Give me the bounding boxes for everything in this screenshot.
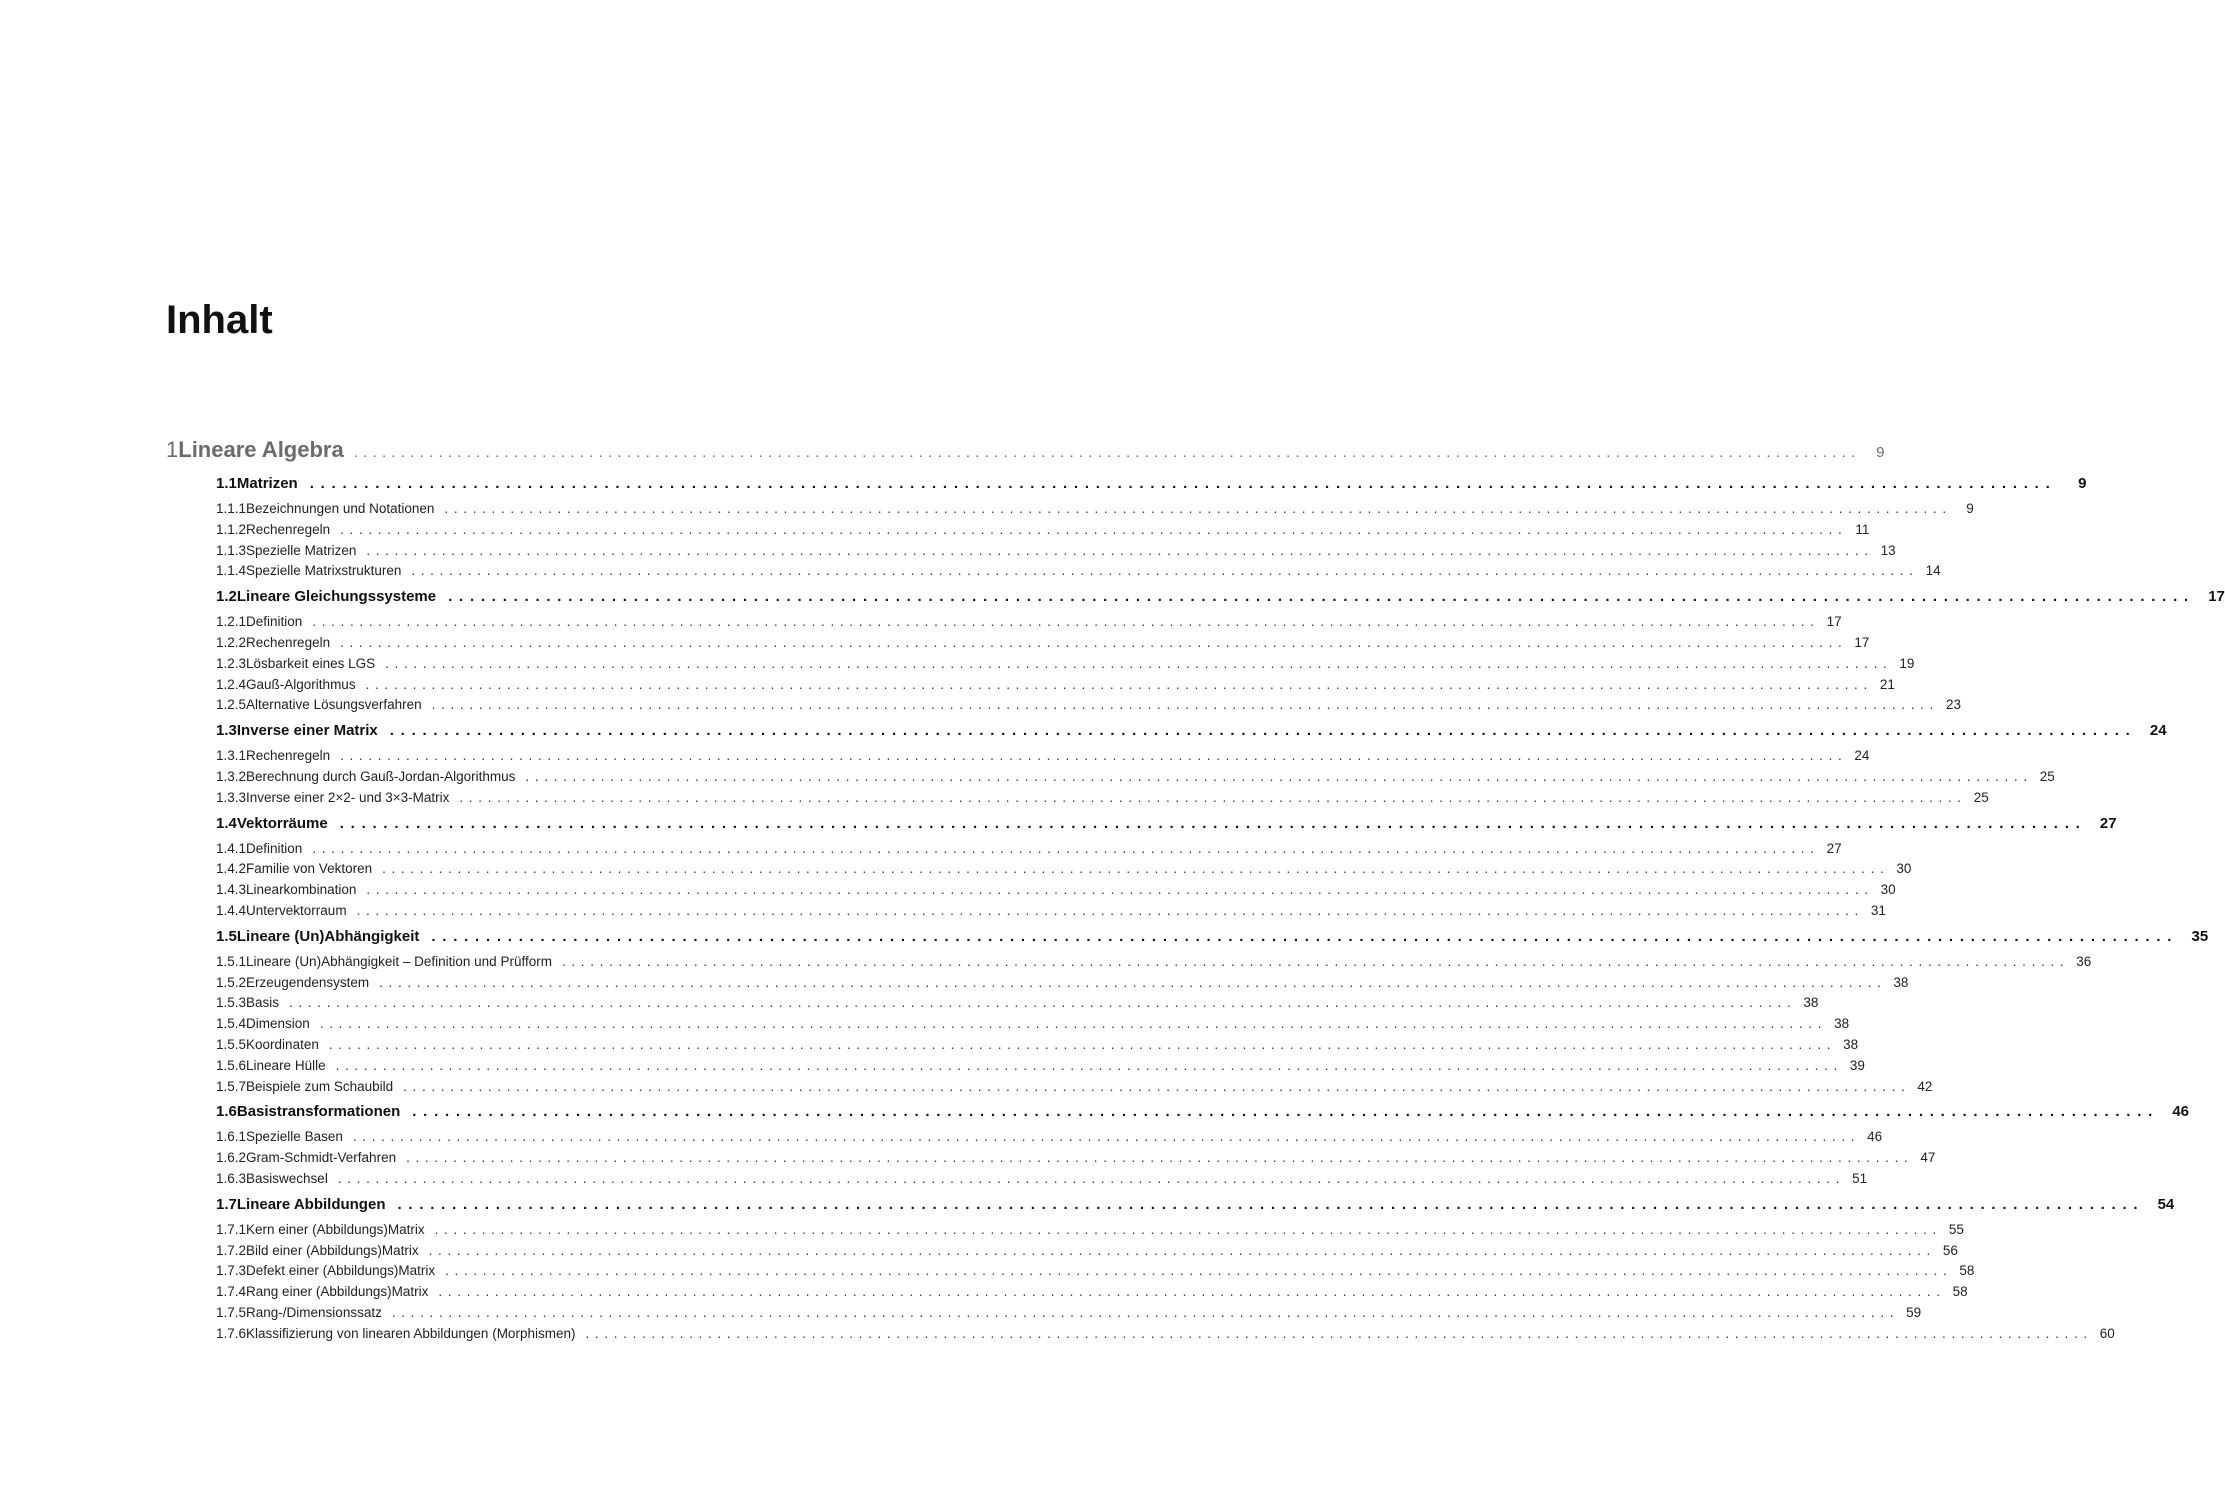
- section-title: Lineare Gleichungssysteme: [236, 588, 437, 606]
- dot-leader: ................................................................................................................................................................: [352, 1129, 1861, 1145]
- subsection-title: Kern einer (Abbildungs)Matrix: [246, 1221, 425, 1237]
- subsection-number: 1.5.6: [216, 1057, 247, 1073]
- dot-leader: ................................................................................................................................................................: [366, 542, 1874, 558]
- subsection-title: Inverse einer 2×2- und 3×3-Matrix: [246, 789, 450, 805]
- dot-leader: ................................................................................................................................................................: [337, 1170, 1846, 1186]
- subsection-number: 1.1.1: [216, 501, 247, 516]
- dot-leader: ................................................................................................................................................................: [339, 814, 2087, 832]
- section-number: 1.5: [216, 927, 237, 945]
- subsection-page: 42: [1917, 1078, 1933, 1094]
- subsection-page: 46: [1867, 1129, 1883, 1145]
- toc-subsection-row[interactable]: [166, 1036, 1859, 1058]
- subsection-page: 31: [1870, 902, 1886, 918]
- subsection-title: Alternative Lösungsverfahren: [246, 697, 422, 713]
- section-number: 1.1: [216, 475, 237, 492]
- section-page: 17: [2208, 588, 2225, 606]
- dot-leader: ................................................................................................................................................................: [406, 1150, 1914, 1166]
- dot-leader: ................................................................................................................................................................: [289, 995, 1797, 1011]
- dot-leader: ................................................................................................................................................................: [444, 501, 1952, 516]
- toc-subsection-row[interactable]: [166, 1150, 1936, 1171]
- dot-leader: ................................................................................................................................................................: [403, 1078, 1911, 1094]
- subsection-page: 19: [1899, 655, 1915, 671]
- dot-leader: ................................................................................................................................................................: [412, 1103, 2160, 1121]
- toc-subsection-row[interactable]: [166, 697, 1961, 718]
- subsection-page: 51: [1852, 1170, 1868, 1186]
- toc-subsection-row[interactable]: [166, 542, 1896, 564]
- section-title: Lineare Abbildungen: [236, 1195, 386, 1213]
- toc-subsection-row[interactable]: [166, 1170, 1868, 1192]
- subsection-title: Beispiele zum Schaubild: [246, 1078, 394, 1094]
- subsection-page: 13: [1880, 542, 1896, 558]
- subsection-page: 27: [1826, 840, 1842, 856]
- subsection-page: 30: [1896, 861, 1912, 877]
- dot-leader: ................................................................................................................................................................: [365, 676, 1873, 692]
- subsection-page: 9: [1966, 501, 1974, 516]
- subsection-page: 24: [1854, 748, 1870, 764]
- subsection-title: Rechenregeln: [246, 634, 331, 650]
- subsection-number: 1.5.1: [216, 953, 247, 969]
- subsection-title: Dimension: [246, 1016, 310, 1032]
- toc-subsection-row[interactable]: [166, 748, 1870, 769]
- subsection-number: 1.2.3: [216, 655, 247, 671]
- subsection-page: 25: [1973, 789, 1989, 805]
- subsection-number: 1.5.3: [216, 995, 247, 1011]
- subsection-page: 39: [1849, 1057, 1865, 1073]
- subsection-title: Lösbarkeit eines LGS: [246, 655, 376, 671]
- page-title: Inhalt: [166, 298, 273, 342]
- dot-leader: ................................................................................................................................................................: [434, 1221, 1942, 1237]
- chapter-title: Lineare Algebra: [178, 437, 344, 462]
- toc-section-row[interactable]: [166, 814, 2117, 841]
- dot-leader: ................................................................................................................................................................: [319, 1016, 1828, 1032]
- subsection-number: 1.7.3: [216, 1263, 247, 1279]
- section-page: 46: [2172, 1103, 2190, 1121]
- section-page: 35: [2191, 927, 2209, 945]
- section-number: 1.6: [216, 1103, 237, 1121]
- toc-subsection-row[interactable]: [166, 840, 1842, 862]
- section-title: Matrizen: [236, 475, 298, 492]
- dot-leader: ................................................................................................................................................................: [353, 444, 1861, 461]
- toc-subsection-row[interactable]: [166, 861, 1912, 882]
- subsection-number: 1.4.2: [216, 861, 247, 877]
- subsection-page: 55: [1948, 1221, 1964, 1237]
- toc-subsection-row[interactable]: [166, 1242, 1958, 1264]
- subsection-title: Koordinaten: [246, 1036, 319, 1052]
- toc-subsection-row[interactable]: [166, 953, 2092, 975]
- toc-section-row[interactable]: [166, 722, 2167, 748]
- subsection-number: 1.7.2: [216, 1242, 247, 1258]
- subsection-number: 1.4.3: [216, 882, 247, 898]
- dot-leader: ................................................................................................................................................................: [445, 1263, 1953, 1279]
- subsection-page: 14: [1925, 563, 1941, 579]
- subsection-page: 21: [1879, 676, 1895, 692]
- subsection-title: Definition: [246, 840, 303, 856]
- subsection-title: Spezielle Matrizen: [246, 542, 357, 558]
- subsection-page: 30: [1880, 882, 1896, 898]
- subsection-title: Definition: [246, 614, 303, 630]
- subsection-page: 56: [1942, 1242, 1958, 1258]
- dot-leader: ................................................................................................................................................................: [561, 953, 2070, 969]
- subsection-page: 23: [1945, 697, 1961, 713]
- subsection-page: 38: [1803, 995, 1819, 1011]
- subsection-title: Linearkombination: [246, 882, 357, 898]
- toc-subsection-row[interactable]: [166, 1325, 2115, 1347]
- subsection-page: 47: [1920, 1150, 1936, 1166]
- toc-subsection-row[interactable]: [166, 789, 1989, 811]
- dot-leader: ................................................................................................................................................................: [312, 614, 1820, 630]
- toc-subsection-row[interactable]: [166, 501, 1974, 522]
- dot-leader: ................................................................................................................................................................: [340, 748, 1848, 764]
- subsection-page: 38: [1834, 1016, 1850, 1032]
- dot-leader: ................................................................................................................................................................: [525, 768, 2033, 784]
- toc-section-row[interactable]: [166, 927, 2209, 954]
- dot-leader: ................................................................................................................................................................: [389, 722, 2137, 740]
- subsection-page: 17: [1854, 634, 1870, 650]
- toc-section-row[interactable]: [166, 588, 2225, 614]
- subsection-number: 1.7.4: [216, 1284, 247, 1300]
- dot-leader: ................................................................................................................................................................: [428, 1242, 1936, 1258]
- subsection-number: 1.3.3: [216, 789, 247, 805]
- dot-leader: ................................................................................................................................................................: [411, 563, 1919, 579]
- toc-subsection-row[interactable]: [166, 676, 1895, 698]
- subsection-title: Basiswechsel: [246, 1170, 328, 1186]
- chapter-page: 9: [1876, 444, 1885, 461]
- chapter-number: 1: [166, 437, 179, 462]
- subsection-number: 1.5.2: [216, 974, 247, 990]
- toc-subsection-row[interactable]: [166, 1078, 1933, 1100]
- dot-leader: ................................................................................................................................................................: [335, 1057, 1843, 1073]
- subsection-number: 1.2.1: [216, 614, 247, 630]
- dot-leader: ................................................................................................................................................................: [397, 1195, 2145, 1213]
- subsection-number: 1.3.1: [216, 748, 247, 764]
- toc-subsection-row[interactable]: [166, 768, 2055, 790]
- subsection-page: 36: [2076, 953, 2092, 969]
- dot-leader: ................................................................................................................................................................: [385, 655, 1893, 671]
- section-number: 1.4: [216, 814, 237, 832]
- toc-section-row[interactable]: [166, 1195, 2175, 1222]
- toc-subsection-row[interactable]: [166, 655, 1915, 677]
- subsection-title: Lineare Hülle: [246, 1057, 326, 1073]
- section-page: 27: [2099, 814, 2117, 832]
- subsection-title: Lineare (Un)Abhängigkeit – Definition und Prüfform: [246, 953, 552, 969]
- toc-section-row[interactable]: [166, 1103, 2190, 1129]
- toc-subsection-row[interactable]: [166, 995, 1819, 1016]
- dot-leader: ................................................................................................................................................................: [340, 521, 1848, 537]
- dot-leader: ................................................................................................................................................................: [328, 1036, 1837, 1052]
- subsection-title: Spezielle Basen: [246, 1129, 343, 1145]
- section-title: Basistransformationen: [236, 1103, 401, 1121]
- toc-subsection-row[interactable]: [166, 563, 1941, 584]
- subsection-title: Klassifizierung von linearen Abbildungen (Morphismen): [246, 1325, 576, 1341]
- subsection-number: 1.1.3: [216, 542, 247, 558]
- subsection-number: 1.4.1: [216, 840, 247, 856]
- toc-subsection-row[interactable]: [166, 1221, 1964, 1243]
- subsection-title: Gauß-Algorithmus: [246, 676, 356, 692]
- subsection-number: 1.2.2: [216, 634, 247, 650]
- toc-chapter-row[interactable]: [166, 437, 1885, 471]
- dot-leader: ................................................................................................................................................................: [459, 789, 1967, 805]
- subsection-number: 1.1.2: [216, 521, 247, 537]
- subsection-number: 1.5.4: [216, 1016, 247, 1032]
- dot-leader: ................................................................................................................................................................: [431, 697, 1939, 713]
- toc-subsection-row[interactable]: [166, 1304, 1922, 1326]
- toc-subsection-row[interactable]: [166, 974, 1909, 996]
- subsection-title: Untervektorraum: [246, 902, 347, 918]
- subsection-page: 38: [1843, 1036, 1859, 1052]
- subsection-title: Gram-Schmidt-Verfahren: [246, 1150, 397, 1166]
- subsection-number: 1.4.4: [216, 902, 247, 918]
- subsection-number: 1.7.5: [216, 1304, 247, 1320]
- subsection-number: 1.6.3: [216, 1170, 247, 1186]
- subsection-number: 1.6.2: [216, 1150, 247, 1166]
- subsection-title: Erzeugendensystem: [246, 974, 370, 990]
- section-number: 1.3: [216, 722, 237, 740]
- subsection-number: 1.3.2: [216, 768, 247, 784]
- toc-subsection-row[interactable]: [166, 521, 1870, 543]
- toc-subsection-row[interactable]: [166, 1284, 1968, 1305]
- dot-leader: ................................................................................................................................................................: [309, 475, 2057, 492]
- table-of-contents: [166, 437, 2225, 1347]
- toc-subsection-row[interactable]: [166, 1016, 1850, 1037]
- subsection-number: 1.6.1: [216, 1129, 247, 1145]
- section-page: 54: [2157, 1195, 2175, 1213]
- subsection-page: 58: [1952, 1284, 1968, 1300]
- toc-subsection-row[interactable]: [166, 902, 1886, 924]
- subsection-page: 17: [1826, 614, 1842, 630]
- dot-leader: ................................................................................................................................................................: [431, 927, 2179, 945]
- subsection-number: 1.2.5: [216, 697, 247, 713]
- section-title: Inverse einer Matrix: [236, 722, 378, 740]
- section-title: Lineare (Un)Abhängigkeit: [236, 927, 420, 945]
- subsection-page: 58: [1959, 1263, 1975, 1279]
- toc-subsection-row[interactable]: [166, 1057, 1865, 1079]
- dot-leader: ................................................................................................................................................................: [379, 974, 1887, 990]
- toc-subsection-row[interactable]: [166, 634, 1870, 656]
- dot-leader: ................................................................................................................................................................: [340, 634, 1848, 650]
- subsection-title: Defekt einer (Abbildungs)Matrix: [246, 1263, 436, 1279]
- dot-leader: ................................................................................................................................................................: [356, 902, 1864, 918]
- dot-leader: ................................................................................................................................................................: [585, 1325, 2093, 1341]
- subsection-number: 1.5.7: [216, 1078, 247, 1094]
- subsection-page: 25: [2039, 768, 2055, 784]
- section-title: Vektorräume: [236, 814, 328, 832]
- dot-leader: ................................................................................................................................................................: [312, 840, 1820, 856]
- dot-leader: ................................................................................................................................................................: [438, 1284, 1946, 1300]
- toc-section-row[interactable]: [166, 475, 2087, 501]
- section-number: 1.2: [216, 588, 237, 606]
- section-page: 9: [2078, 475, 2087, 492]
- subsection-title: Spezielle Matrixstrukturen: [246, 563, 402, 579]
- dot-leader: ................................................................................................................................................................: [391, 1304, 1900, 1320]
- toc-subsection-row[interactable]: [166, 882, 1896, 903]
- subsection-title: Berechnung durch Gauß-Jordan-Algorithmus: [246, 768, 516, 784]
- subsection-page: 38: [1893, 974, 1909, 990]
- subsection-title: Rechenregeln: [246, 521, 331, 537]
- dot-leader: ................................................................................................................................................................: [448, 588, 2195, 606]
- toc-subsection-row[interactable]: [166, 1129, 1883, 1150]
- subsection-title: Rang-/Dimensionssatz: [246, 1304, 382, 1320]
- subsection-number: 1.5.5: [216, 1036, 247, 1052]
- subsection-title: Bild einer (Abbildungs)Matrix: [246, 1242, 419, 1258]
- subsection-title: Bezeichnungen und Notationen: [246, 501, 435, 516]
- subsection-title: Rechenregeln: [246, 748, 331, 764]
- section-number: 1.7: [216, 1195, 237, 1213]
- dot-leader: ................................................................................................................................................................: [366, 882, 1874, 898]
- subsection-number: 1.7.1: [216, 1221, 247, 1237]
- subsection-page: 11: [1855, 521, 1870, 537]
- toc-subsection-row[interactable]: [166, 614, 1842, 635]
- dot-leader: ................................................................................................................................................................: [382, 861, 1890, 877]
- subsection-title: Familie von Vektoren: [246, 861, 373, 877]
- toc-subsection-row[interactable]: [166, 1263, 1975, 1284]
- subsection-page: 59: [1906, 1304, 1922, 1320]
- subsection-title: Basis: [246, 995, 280, 1011]
- subsection-number: 1.7.6: [216, 1325, 247, 1341]
- subsection-number: 1.2.4: [216, 676, 247, 692]
- subsection-title: Rang einer (Abbildungs)Matrix: [246, 1284, 429, 1300]
- section-page: 24: [2149, 722, 2167, 740]
- subsection-number: 1.1.4: [216, 563, 247, 579]
- subsection-page: 60: [2099, 1325, 2115, 1341]
